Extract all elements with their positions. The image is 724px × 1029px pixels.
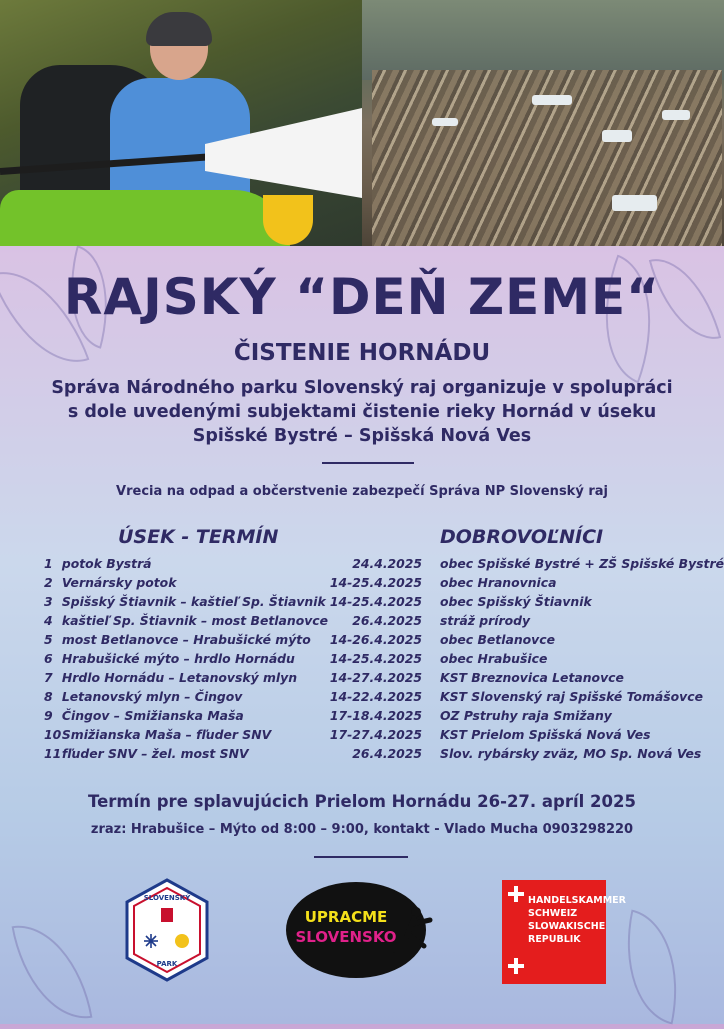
np-logo-cross — [161, 908, 173, 922]
page-title: RAJSKÝ “DEŇ ZEME“ — [63, 268, 661, 326]
chamber-line: REPUBLIK — [528, 934, 581, 945]
chamber-line: SCHWEIZ — [528, 908, 578, 919]
intro-text — [40, 376, 684, 448]
page-subtitle: ČISTENIE HORNÁDU — [233, 340, 491, 366]
divider — [314, 856, 408, 858]
row-date: 26.4.2025 — [352, 613, 423, 628]
swiss-chamber-logo — [502, 880, 626, 984]
trash-item — [612, 195, 657, 211]
row-volunteers: OZ Pstruhy raja Smižany — [440, 708, 612, 723]
row-date: 14-22.4.2025 — [329, 689, 423, 704]
row-section: Čingov – Smižianska Maša — [61, 708, 244, 723]
column-header-section: ÚSEK - TERMÍN — [118, 526, 279, 548]
row-section: Hrdlo Hornádu – Letanovský mlyn — [61, 670, 298, 685]
table-row — [44, 630, 724, 649]
supply-note: Vrecia na odpad a občerstvenie zabezpečí Správa NP Slovenský raj — [116, 484, 608, 499]
row-volunteers: stráž prírody — [440, 613, 531, 628]
chamber-name — [528, 894, 626, 946]
row-number: 6 — [44, 651, 53, 666]
row-date: 24.4.2025 — [352, 556, 423, 571]
row-number: 4 — [44, 613, 53, 628]
trash-item — [432, 118, 458, 126]
row-number: 3 — [44, 594, 53, 609]
row-volunteers: obec Spišský Štiavnik — [440, 594, 592, 609]
row-number: 2 — [44, 575, 53, 590]
row-number: 11 — [44, 746, 62, 761]
leaf-decoration — [610, 909, 694, 1024]
table-row — [44, 611, 724, 630]
row-section: most Betlanovce – Hrabušické mýto — [61, 632, 311, 647]
leaf-decoration — [11, 915, 92, 1029]
row-volunteers: Slov. rybársky zväz, MO Sp. Nová Ves — [440, 746, 702, 761]
row-date: 14-25.4.2025 — [329, 594, 423, 609]
row-date: 26.4.2025 — [352, 746, 423, 761]
meeting-info: zraz: Hrabušice – Mýto od 8:00 – 9:00, kontakt - Vlado Mucha 0903298220 — [90, 822, 634, 837]
trash-item — [532, 95, 572, 105]
paddlers-term: Termín pre splavujúcich Prielom Hornádu 26-27. apríl 2025 — [88, 792, 636, 811]
slovensko-text: SLOVENSKO — [295, 928, 397, 946]
row-section: Spišský Štiavnik – kaštieľ Sp. Štiavnik — [61, 594, 326, 609]
row-volunteers: KST Slovenský raj Spišské Tomášovce — [440, 689, 703, 704]
kayak — [0, 190, 290, 246]
table-row — [44, 725, 724, 744]
paddle-blade-yellow — [263, 195, 313, 245]
header-photos — [0, 0, 724, 246]
row-section: Letanovský mlyn – Čingov — [61, 689, 243, 704]
chamber-line: HANDELSKAMMER — [528, 895, 626, 906]
row-number: 8 — [44, 689, 53, 704]
row-volunteers: obec Hranovnica — [440, 575, 557, 590]
np-logo-top-text: SLOVENSKÝ — [143, 894, 191, 902]
row-section: fľuder SNV – žel. most SNV — [61, 746, 249, 761]
intro-line: Spišské Bystré – Spišská Nová Ves — [192, 426, 532, 446]
debris-photo — [362, 0, 724, 246]
intro-line: s dole uvedenými subjektami čistenie rieky Hornád v úseku — [67, 402, 657, 422]
divider — [322, 462, 414, 464]
row-section: Hrabušické mýto – hrdlo Hornádu — [61, 651, 295, 666]
row-number: 10 — [44, 727, 62, 742]
table-row — [44, 668, 724, 687]
row-number: 5 — [44, 632, 53, 647]
row-number: 7 — [44, 670, 53, 685]
table-row — [44, 592, 724, 611]
np-logo-bottom-text: PARK — [156, 960, 178, 968]
row-section: kaštieľ Sp. Štiavnik – most Betlanovce — [61, 613, 329, 628]
table-row — [44, 687, 724, 706]
snowflake-icon — [144, 934, 158, 948]
row-date: 14-25.4.2025 — [329, 651, 423, 666]
table-row — [44, 706, 724, 725]
helmet — [146, 12, 212, 46]
table-row — [44, 554, 724, 573]
row-volunteers: KST Prielom Spišská Nová Ves — [440, 727, 651, 742]
row-date: 14-26.4.2025 — [329, 632, 423, 647]
row-number: 9 — [44, 708, 53, 723]
upracme-slovensko-logo — [284, 876, 438, 980]
sun-icon — [175, 934, 189, 948]
table-row — [44, 573, 724, 592]
row-section: Vernársky potok — [61, 575, 177, 590]
row-section: potok Bystrá — [61, 556, 152, 571]
table-row — [44, 649, 724, 668]
trash-item — [602, 130, 632, 142]
row-date: 17-27.4.2025 — [329, 727, 423, 742]
row-date: 17-18.4.2025 — [329, 708, 423, 723]
row-volunteers: obec Hrabušice — [440, 651, 548, 666]
kayaker-photo — [0, 0, 362, 246]
schedule-table — [44, 554, 724, 763]
trash-item — [662, 110, 690, 120]
upracme-text: UPRACME — [304, 908, 388, 926]
national-park-logo — [124, 878, 210, 982]
swiss-cross-icon — [508, 958, 524, 974]
row-section: Smižianska Maša – fľuder SNV — [61, 727, 272, 742]
river-water — [362, 0, 724, 80]
intro-line: Správa Národného parku Slovenský raj organizuje v spolupráci — [51, 378, 673, 398]
chamber-line: SLOWAKISCHE — [528, 921, 606, 932]
row-volunteers: obec Spišské Bystré + ZŠ Spišské Bystré — [440, 556, 724, 571]
column-header-volunteers: DOBROVOĽNÍCI — [440, 526, 604, 548]
row-number: 1 — [44, 556, 53, 571]
row-date: 14-27.4.2025 — [329, 670, 423, 685]
swiss-cross-icon — [508, 886, 524, 902]
row-date: 14-25.4.2025 — [329, 575, 423, 590]
row-volunteers: obec Betlanovce — [440, 632, 555, 647]
table-row — [44, 744, 724, 763]
row-volunteers: KST Breznovica Letanovce — [440, 670, 624, 685]
